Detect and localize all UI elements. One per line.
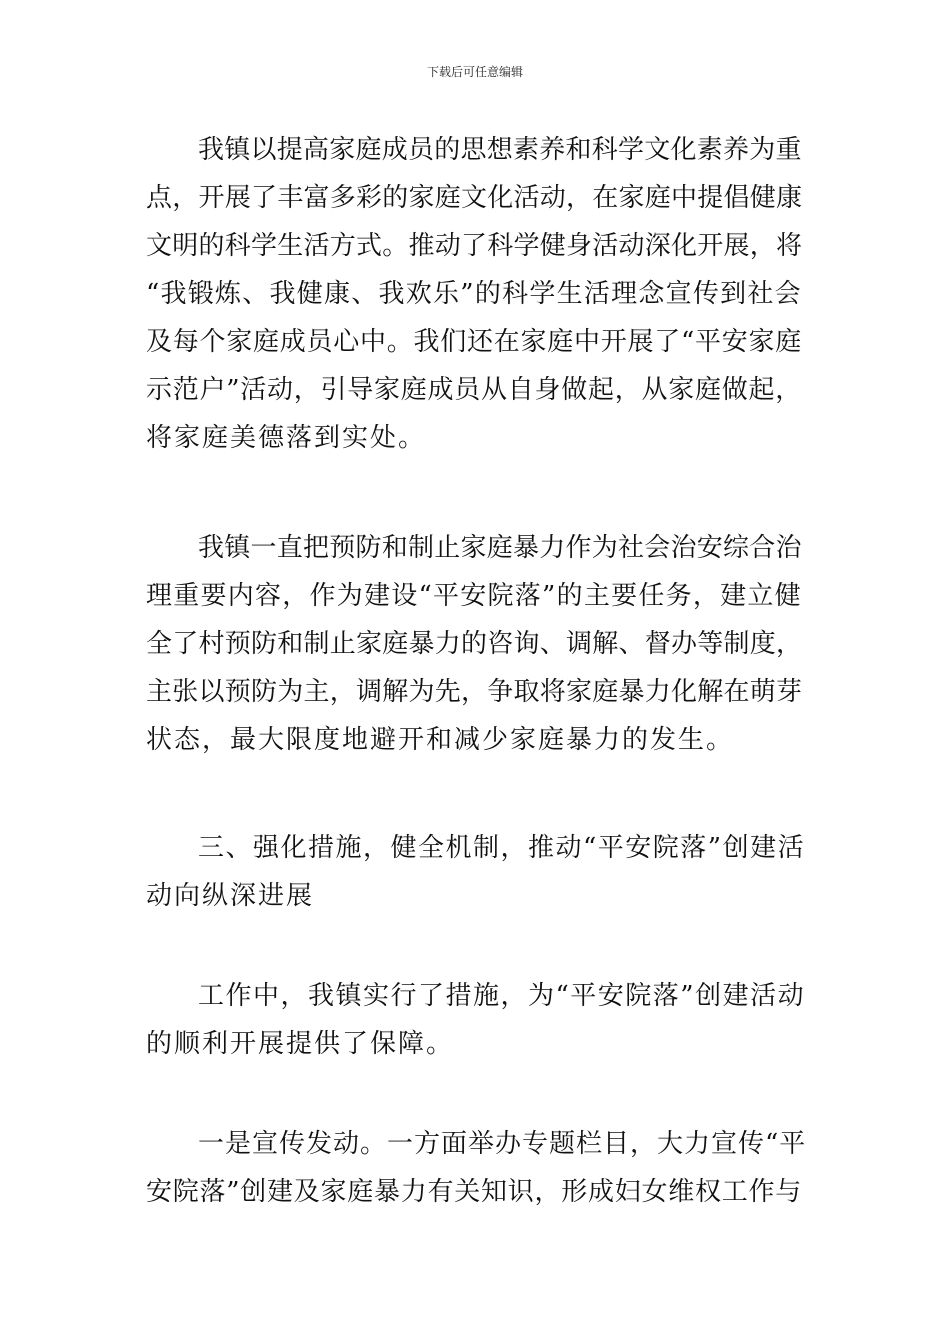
paragraph-measures <box>146 972 806 1068</box>
paragraph-line: 的顺利开展提供了保障。 <box>146 1029 455 1059</box>
paragraph-line: 示范户”活动，引导家庭成员从自身做起，从家庭做起， <box>146 375 803 405</box>
paragraph-line: “我锻炼、我健康、我欢乐”的科学生活理念宣传到社会 <box>146 279 802 309</box>
header-note: 下载后可任意编辑 <box>426 65 523 79</box>
paragraph-line: 我镇以提高家庭成员的思想素养和科学文化素养为重 <box>198 135 802 165</box>
paragraph-publicity <box>146 1120 806 1216</box>
paragraph-line: 理重要内容，作为建设“平安院落”的主要任务，建立健 <box>146 581 802 611</box>
paragraph-line: 我镇一直把预防和制止家庭暴力作为社会治安综合治 <box>198 533 802 563</box>
paragraph-line: 一是宣传发动。一方面举办专题栏目，大力宣传“平 <box>198 1129 807 1159</box>
paragraph-line: 点，开展了丰富多彩的家庭文化活动，在家庭中提倡健康 <box>146 183 803 213</box>
paragraph-line: 三、强化措施，健全机制，推动“平安院落”创建活 <box>198 833 806 863</box>
paragraph-line: 及每个家庭成员心中。我们还在家庭中开展了“平安家庭 <box>146 327 803 357</box>
paragraph-line: 工作中，我镇实行了措施，为“平安院落”创建活动 <box>198 981 806 1011</box>
paragraph-line: 全了村预防和制止家庭暴力的咨询、调解、督办等制度， <box>146 629 803 659</box>
paragraph-line: 主张以预防为主，调解为先，争取将家庭暴力化解在萌芽 <box>146 677 803 707</box>
paragraph-line: 安院落”创建及家庭暴力有关知识，形成妇女维权工作与 <box>146 1177 803 1207</box>
paragraph-line: 状态，最大限度地避开和减少家庭暴力的发生。 <box>146 725 735 755</box>
section-heading-three <box>146 824 806 920</box>
paragraph-line: 动向纵深进展 <box>146 881 315 911</box>
paragraph-line: 将家庭美德落到实处。 <box>146 423 427 453</box>
paragraph-domestic-violence <box>146 524 806 764</box>
paragraph-family-culture <box>146 126 806 462</box>
paragraph-line: 文明的科学生活方式。推动了科学健身活动深化开展，将 <box>146 231 803 261</box>
